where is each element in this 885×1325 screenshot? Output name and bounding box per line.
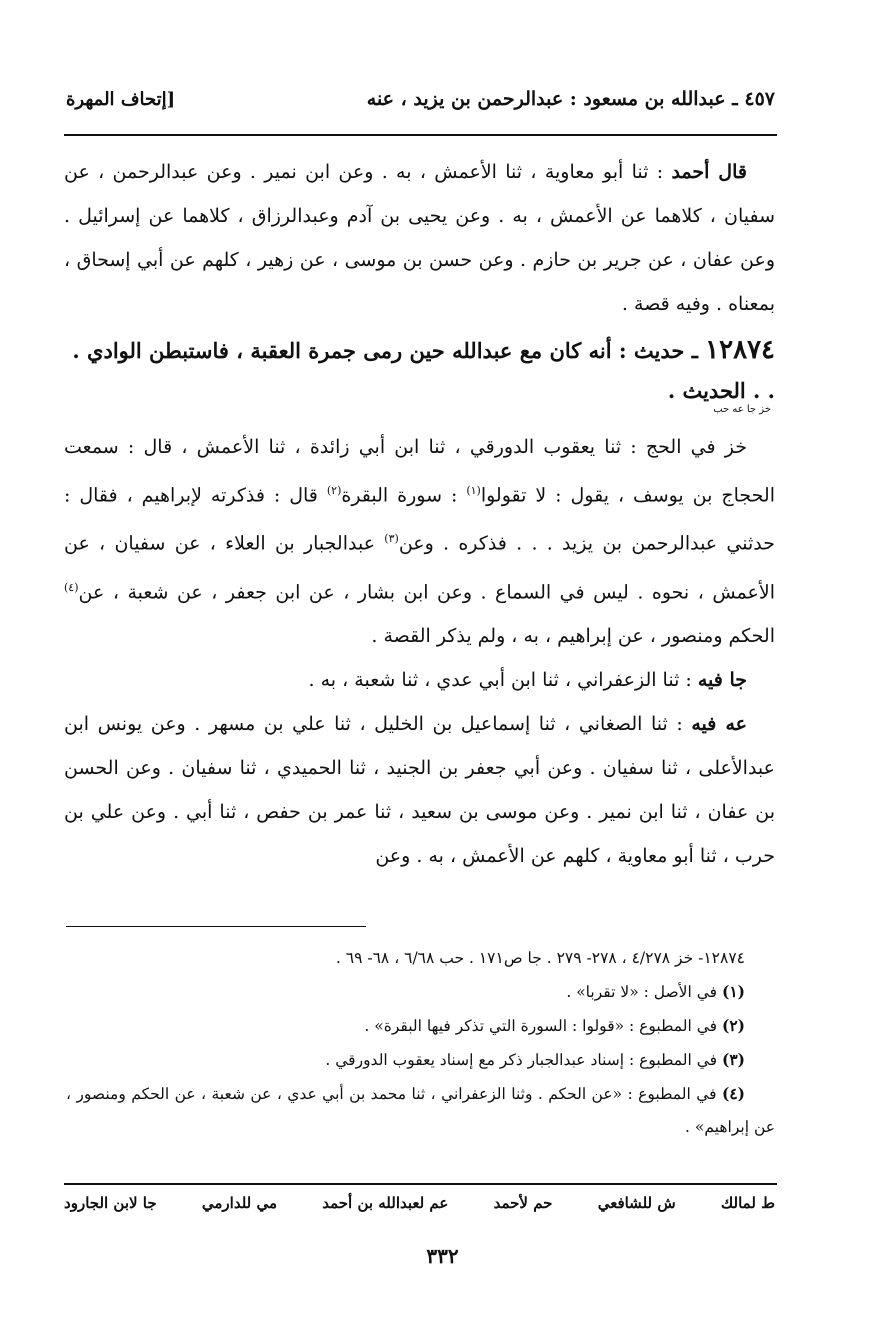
legend-rule — [64, 1183, 777, 1185]
footnote-rule — [66, 926, 366, 927]
paragraph-khuzayma — [64, 425, 775, 658]
header-chapter-title: ٤٥٧ ـ عبدالله بن مسعود : عبدالرحمن بن يزيد ، عنه — [366, 88, 775, 110]
legend-item: عم لعبدالله بن أحمد — [322, 1194, 449, 1212]
legend-item: مي للدارمي — [201, 1194, 277, 1212]
paragraph-text: قال : فذكرته لإبراهيم ، فقال : حدثني عبدالرحمن بن يزيد . . . فذكره . وعن — [64, 484, 775, 555]
footnote-2: (٢) في المطبوع : «قولوا : السورة التي تذكر فيها البقرة» . — [364, 1016, 745, 1035]
source-label: عه فيه — [691, 712, 747, 735]
hadith-heading — [64, 330, 775, 411]
main-text — [64, 150, 775, 878]
hadith-number: ١٢٨٧٤ — [705, 335, 775, 365]
footnote-references: ١٢٨٧٤- خز ٤/٢٧٨ ، ٢٧٨- ٢٧٩ . جا ص١٧١ . حب ٦/٦٨ ، ٦٨- ٦٩ . — [335, 949, 745, 967]
page-number: ٣٣٢ — [426, 1244, 459, 1268]
paragraph-text: خز في الحج : ثنا يعقوب الدورقي ، ثنا ابن أبي زائدة ، ثنا الأعمش ، قال : سمعت الحجاج بن يوسف ، يقول : لا تقولوا — [64, 436, 775, 507]
footnote-ref-3[interactable]: (٣) — [384, 532, 399, 546]
paragraph-text: : ثنا الزعفراني ، ثنا ابن أبي عدي ، ثنا شعبة ، به . — [308, 668, 698, 691]
footnote-ref-4[interactable]: (٤) — [64, 580, 79, 594]
header-book-title: [إتحاف المهرة — [66, 89, 176, 110]
source-label: قال أحمد — [671, 161, 747, 183]
source-label: جا فيه — [697, 668, 747, 691]
header-rule — [64, 134, 777, 136]
paragraph-jarud — [64, 658, 775, 702]
abbreviation-legend — [64, 1194, 775, 1212]
footnote-ref-1[interactable]: (١) — [466, 484, 481, 497]
hadith-lead: ـ حديث : — [611, 338, 706, 363]
footnote-4: (٤) في المطبوع : «عن الحكم . وثنا الزعفراني ، ثنا محمد بن أبي عدي ، عن شعبة ، عن الحكم ومنصور ، عن إبراهيم» . — [66, 1084, 775, 1136]
paragraph-text: : سورة البقرة — [341, 484, 467, 507]
paragraph-text: عبدالجبار بن العلاء ، عن سفيان ، عن الأعمش ، نحوه . ليس في السماع . وعن ابن بشار ، عن ابن جعفر ، عن شعبة ، عن — [64, 532, 775, 603]
paragraph-text: الحكم ومنصور ، عن إبراهيم ، به ، ولم يذكر القصة . — [371, 624, 775, 647]
legend-item: جا لابن الجارود — [64, 1194, 157, 1212]
footnotes — [66, 942, 775, 1144]
footnote-1: (١) في الأصل : «لا تقربا» . — [566, 982, 745, 1001]
paragraph-text: : ثنا أبو معاوية ، ثنا الأعمش ، به . وعن ابن نمير . وعن عبدالرحمن ، عن سفيان ، كلاهما عن الأعمش ، به . وعن يحيى بن آدم وعبدالرزاق ، كلاهما عن إسرائيل . وعن عفان ، عن جرير بن حازم . وعن حسن بن موسى ، عن زهير ، كلهم عن أبي إسحاق ، بمعناه . وفيه قصة . — [64, 161, 775, 315]
legend-item: ش للشافعي — [597, 1194, 676, 1212]
hadith-text: أنه كان مع عبدالله حين رمى جمرة العقبة ، فاستبطن الوادي . . . الحديث . — [72, 338, 775, 403]
legend-item: حم لأحمد — [493, 1194, 553, 1212]
paragraph-ahmad — [64, 150, 775, 326]
legend-item: ط لمالك — [720, 1194, 775, 1212]
footnote-ref-2[interactable]: (٢) — [326, 484, 342, 497]
hadith-sigla: خز جا عه حب — [713, 404, 771, 415]
footnote-3: (٣) في المطبوع : إسناد عبدالجبار ذكر مع إسناد يعقوب الدورقي . — [325, 1050, 745, 1069]
paragraph-text: : ثنا الصغاني ، ثنا إسماعيل بن الخليل ، ثنا علي بن مسهر . وعن يونس ابن عبدالأعلى ، ثنا سفيان . وعن أبي جعفر بن الجنيد ، ثنا الحميدي ، ثنا سفيان . وعن الحسن بن عفان ، ثنا ابن نمير . وعن موسى بن سعيد ، ثنا عمر بن حفص ، ثنا أبي . وعن علي بن حرب ، ثنا أبو معاوية ، كلهم عن الأعمش ، به . وعن — [64, 712, 775, 867]
paragraph-awana — [64, 702, 775, 878]
running-header — [66, 88, 775, 110]
